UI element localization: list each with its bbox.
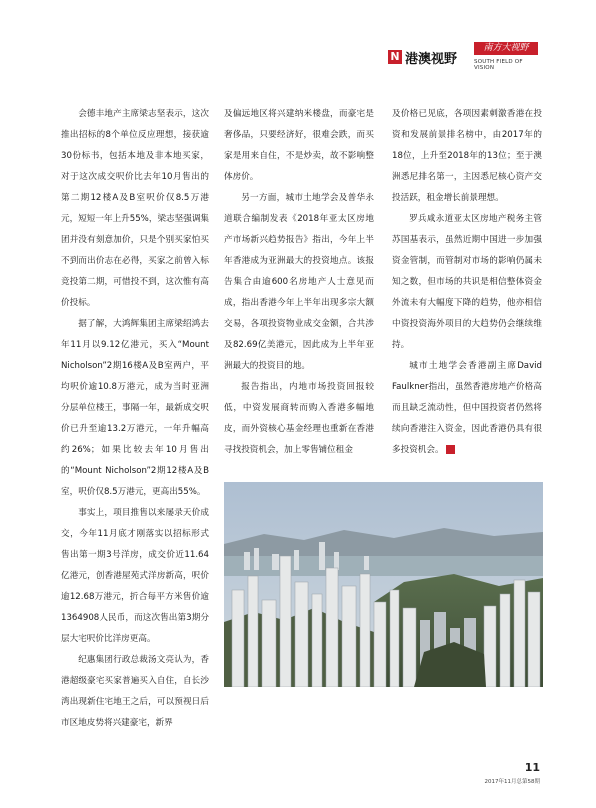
paragraph: 纪惠集团行政总裁汤文亮认为，香港超级豪宅买家普遍买入自住，自长沙湾出现新住宅地王之后，可以预视日后市区地皮势将兴建豪宅，新界 xyxy=(61,655,209,728)
logo-icon: N xyxy=(388,50,402,64)
paragraph: 据了解，大鸿辉集团主席梁绍鸿去年11月以9.12亿港元，买入“Mount Nicholson”2期16楼A及B室两户，平均呎价逾10.8万港元，成为当时亚洲分层单位楼王，事隔一年，最新成交呎价已升至逾13.2万港元，一年升幅高约26%；如果比较去年10月售出的“Mount Nicholson”2期12楼A及B室，呎价仅8.5万港元，更高出55%。 xyxy=(61,319,209,497)
article-column-1 xyxy=(61,104,209,734)
article-column-3 xyxy=(392,104,542,461)
paragraph-text: 城市土地学会香港副主席David Faulkner指出，虽然香港房地产价格高而且缺乏流动性，但中国投资者仍然将续向香港注入资金，因此香港仍具有很多投资机会。 xyxy=(392,361,542,455)
paragraph: 会德丰地产主席梁志坚表示，这次推出招标的8个单位反应理想，接获逾30份标书，包括本地及非本地买家，对于这次成交呎价比去年10月售出的第二期12楼A及B室呎价仅8.5万港元，短短一年上升55%，梁志坚强调集团并没有刻意加价，只是个别买家怕买不到而出价志在必得，买家之前曾入标竞投第二期，可惜投不到，这次惟有高价投标。 xyxy=(61,109,210,308)
paragraph: 事实上，项目推售以来屡录天价成交，今年11月底才刚落实以招标形式售出第一期3号洋房，成交价近11.64亿港元，创香港屋苑式洋房新高，呎价逾12.68万港元，折合每平方米售价逾1364908人民币，而这次售出第3期分层大宅呎价比洋房更高。 xyxy=(61,508,209,644)
page-number: 11 xyxy=(524,761,540,774)
paragraph: 及价格已见底，各项因素刺激香港在投资和发展前景排名榜中，由2017年的18位，上升至2018年的13位；至于澳洲悉尼排名第一，主因悉尼核心资产交投活跃，租金增长前景理想。 xyxy=(392,109,542,203)
section-title: 港澳视野 xyxy=(405,52,458,67)
article-column-2 xyxy=(224,104,374,461)
skyline-illustration xyxy=(224,482,543,687)
publication-name: 南方大视野 xyxy=(474,42,538,55)
hong-kong-skyline-photo xyxy=(224,482,543,687)
paragraph xyxy=(392,356,542,461)
paragraph: 报告指出，内地市场投资回报较低，中资发展商转而购入香港多幅地皮，而外资核心基金经理也重新在香港寻找投资机会，加上零售铺位租金 xyxy=(224,382,374,455)
paragraph: 及偏远地区将兴建纳米楼盘，而豪宅是奢侈品，只要经济好，很难会跌，而买家是用来自住，不是炒卖，故不影响整体房价。 xyxy=(224,109,374,182)
publication-name-en: SOUTH FIELD OF VISION xyxy=(474,59,523,71)
article-end-icon: N xyxy=(446,445,455,454)
paragraph: 另一方面，城市土地学会及普华永道联合编制发表《2018年亚太区房地产市场新兴趋势报告》指出，今年上半年香港成为亚洲最大的投资地点。该报告集合由逾600名房地产人士意见而成，指出香港今年上半年出现多宗大额交易，各项投资物业成交金额，合共涉及82.69亿美港元，因此成为上半年亚洲最大的投资目的地。 xyxy=(224,193,374,371)
page-header xyxy=(388,42,538,76)
issue-info: 2017年11月总第58期 xyxy=(484,779,540,785)
paragraph: 罗兵咸永道亚太区房地产税务主管苏国基表示，虽然近期中国进一步加强资金管制，而管制对市场的影响仍属未知之数，但市场的共识是相信整体资金外流未有大幅度下降的趋势，他亦相信中资投资海外项目的大趋势仍会继续维持。 xyxy=(392,214,542,350)
